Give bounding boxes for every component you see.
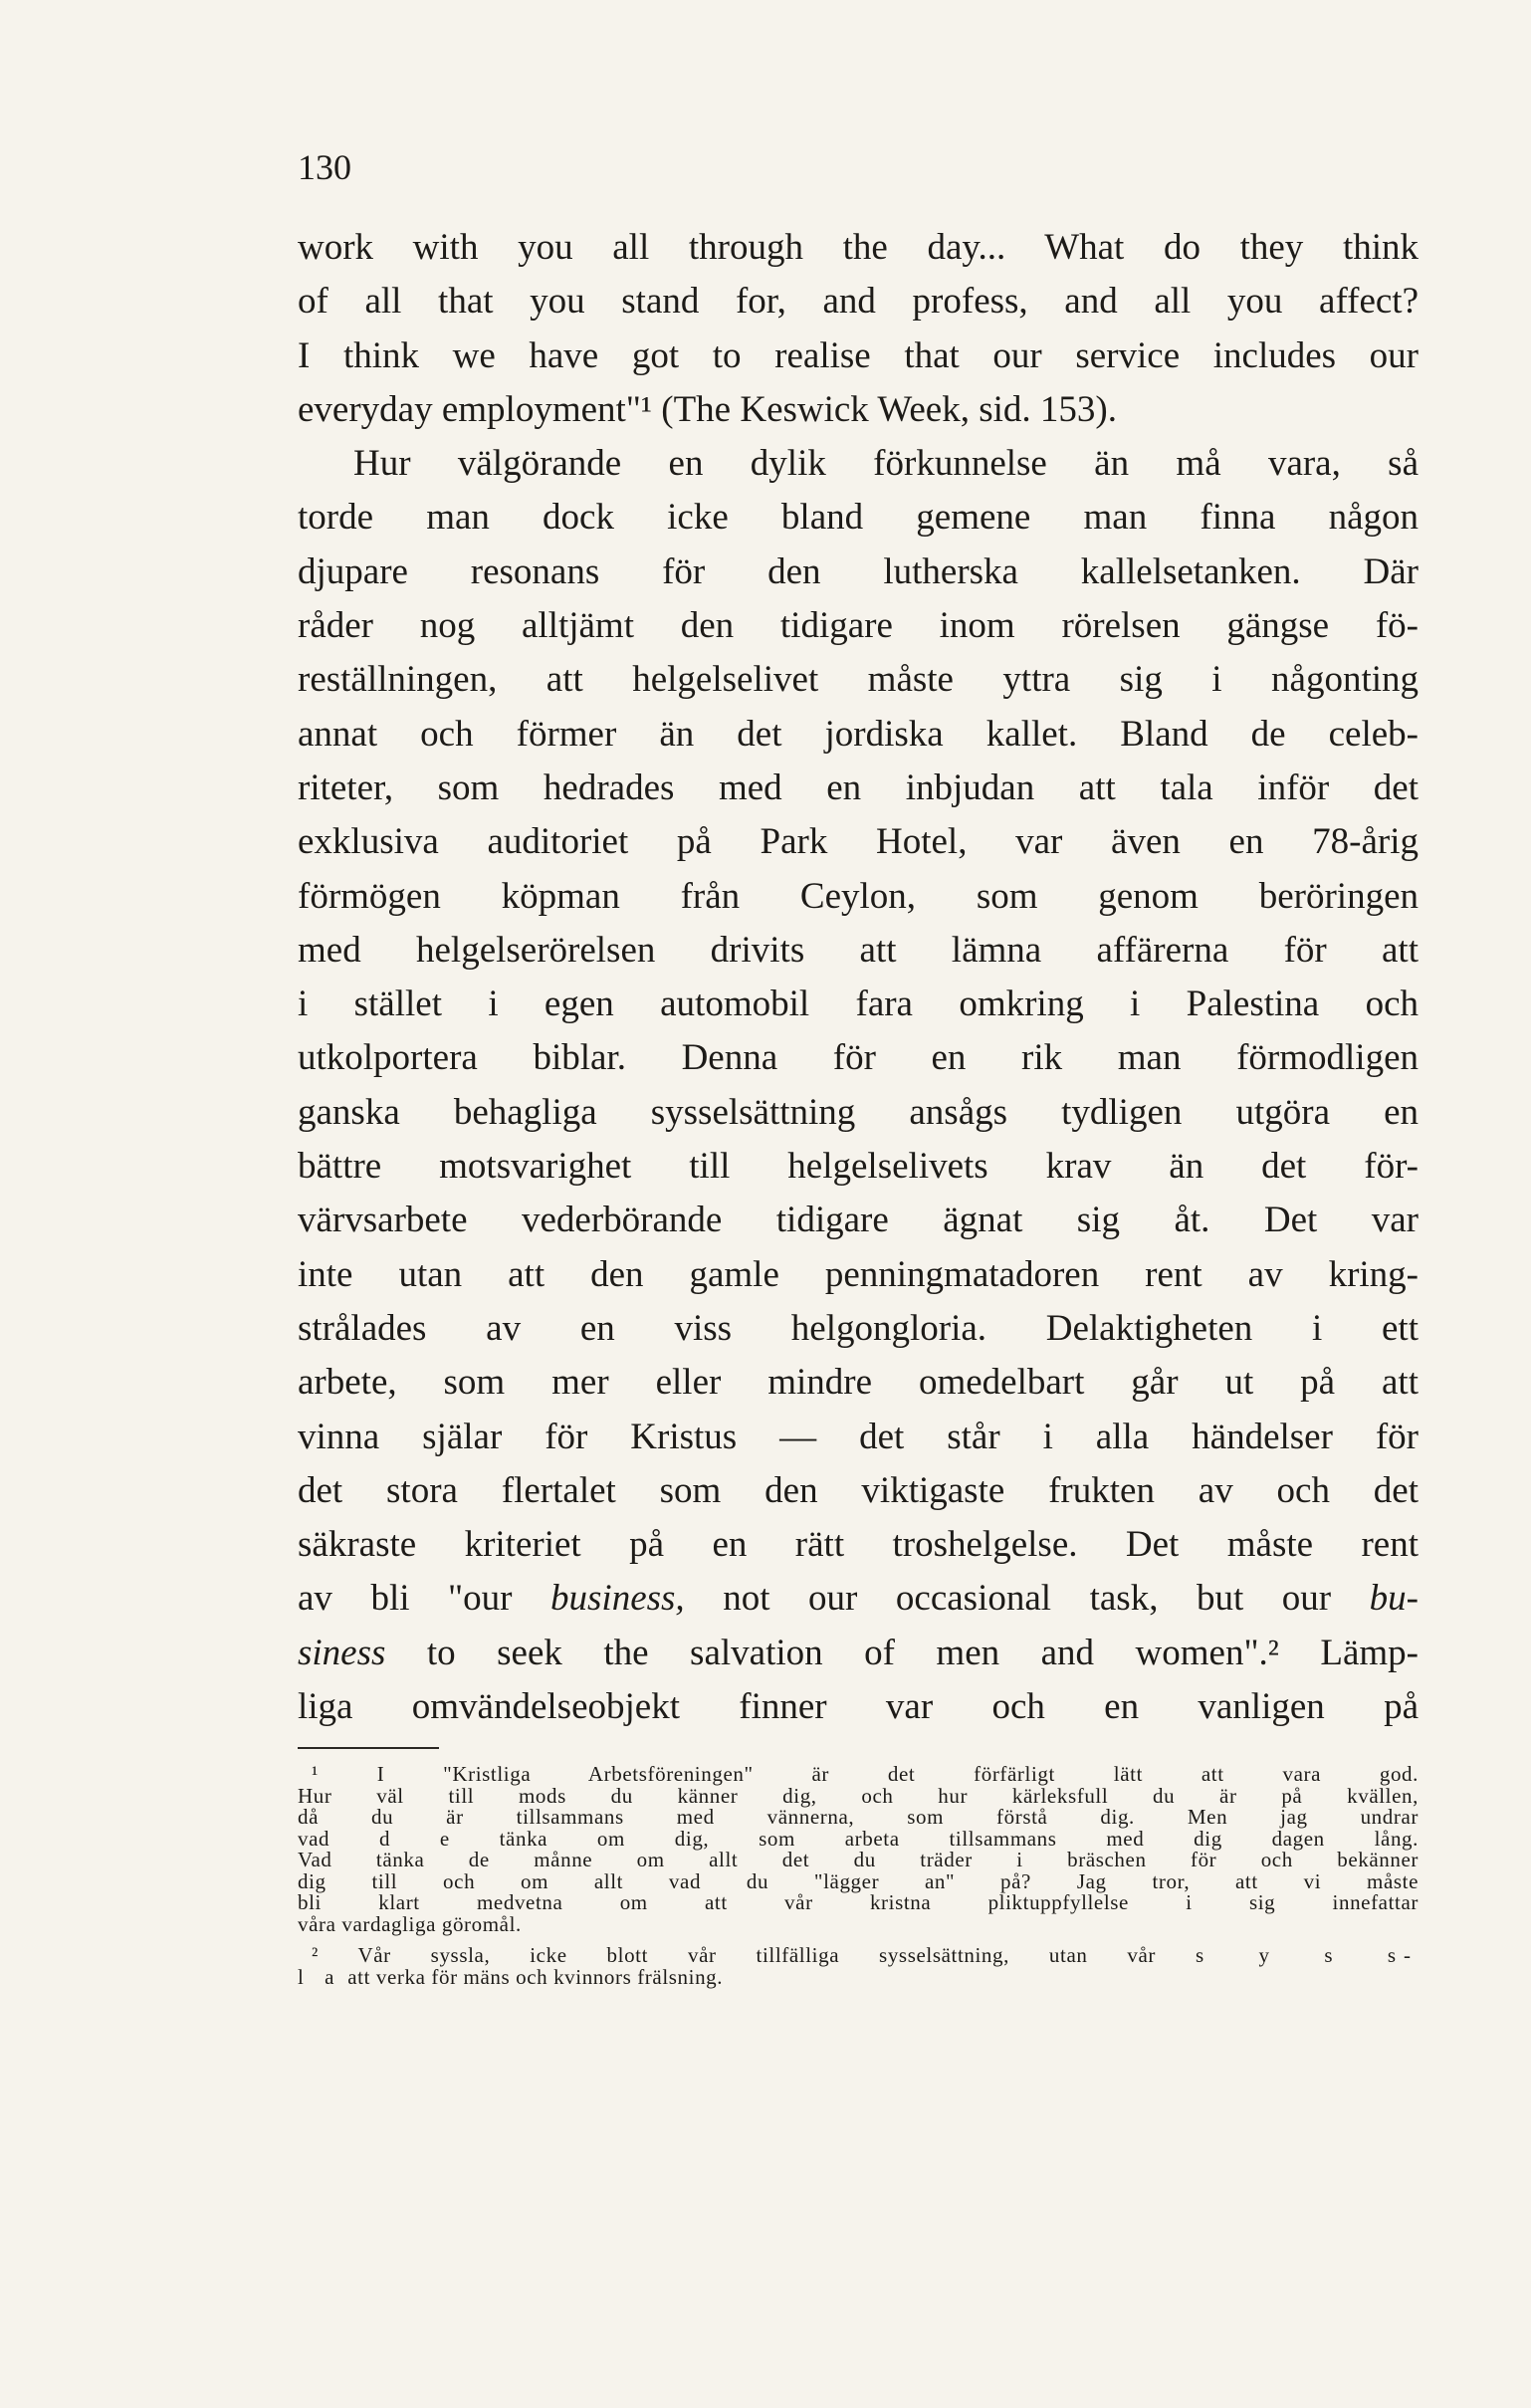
- page-number: 130: [298, 147, 351, 187]
- text-line: I think we have got to realise that our service includes our: [298, 334, 1419, 376]
- text-line: med helgelserörelsen drivits att lämna affärerna för att: [298, 929, 1419, 971]
- text-line: värvsarbete vederbörande tidigare ägnat sig åt. Det var: [298, 1200, 1419, 1241]
- spaced-word: s y s s-: [1195, 1943, 1419, 1967]
- italic-word: siness: [298, 1632, 386, 1673]
- text-line: torde man dock icke bland gemene man finna någon: [298, 497, 1419, 539]
- footnote-1-line: Vad tänka de månne om allt det du träder i bräschen för och bekänner: [298, 1848, 1419, 1871]
- text-line: råder nog alltjämt den tidigare inom rörelsen gängse fö-: [298, 605, 1419, 647]
- text-line: liga omvändelseobjekt finner var och en vanligen på: [298, 1686, 1419, 1728]
- footnotes: [298, 1764, 1419, 1988]
- text-line: exklusiva auditoriet på Park Hotel, var även en 78-årig: [298, 821, 1419, 863]
- text-line: det stora flertalet som den viktigaste frukten av och det: [298, 1469, 1419, 1511]
- body-text: [298, 221, 1419, 1734]
- text-line: work with you all through the day... What do they think: [298, 227, 1419, 268]
- text-line-with-italics: [298, 1572, 1419, 1626]
- footnote-1-line: Hur väl till mods du känner dig, och hur kärleksfull du är på kvällen,: [298, 1783, 1419, 1808]
- text-line: of all that you stand for, and profess, and all you affect?: [298, 281, 1419, 323]
- text-segment: ² Vår syssla, icke blott vår tillfälliga sysselsättning, utan vår: [312, 1943, 1196, 1967]
- text-line: annat och förmer än det jordiska kallet. Bland de celeb-: [298, 713, 1419, 755]
- text-line: förmögen köpman från Ceylon, som genom beröringen: [298, 875, 1419, 917]
- text-segment: att verka för mäns och kvinnors frälsning.: [341, 1964, 724, 1989]
- text-line: i stället i egen automobil fara omkring i Palestina och: [298, 984, 1419, 1025]
- footnote-1-line: våra vardagliga göromål.: [298, 1911, 522, 1936]
- footnote-1-line: dig till och om allt vad du "lägger an" på? Jag tror, att vi måste: [298, 1868, 1419, 1893]
- footnote-separator: [298, 1747, 439, 1749]
- text-line: arbete, som mer eller mindre omedelbart går ut på att: [298, 1362, 1419, 1404]
- footnote-2-line: [298, 1945, 1419, 1967]
- footnote-1-line: vad d e tänka om dig, som arbeta tillsammans med dig dagen lång.: [298, 1826, 1419, 1851]
- text-line: reställningen, att helgelselivet måste yttra sig i någonting: [298, 659, 1419, 701]
- text-line: inte utan att den gamle penningmatadoren rent av kring-: [298, 1253, 1419, 1295]
- italic-word: business,: [550, 1578, 685, 1620]
- text-line: riteter, som hedrades med en inbjudan att tala inför det: [298, 766, 1419, 808]
- footnote-1-line: ¹ I "Kristliga Arbetsföreningen" är det förfärligt lätt att vara god.: [312, 1762, 1419, 1786]
- text-line: ganska behagliga sysselsättning ansågs tydligen utgöra en: [298, 1091, 1419, 1133]
- text-line-with-italics: [298, 1627, 1419, 1680]
- text-line: strålades av en viss helgongloria. Delaktigheten i ett: [298, 1307, 1419, 1349]
- paragraph-start-line: Hur välgörande en dylik förkunnelse än må vara, så: [353, 443, 1419, 485]
- text-segment: to seek the salvation of men and women".² Lämp-: [385, 1632, 1419, 1673]
- spaced-word: l a: [298, 1964, 342, 1989]
- text-line: vinna själar för Kristus — det står i alla händelser för: [298, 1416, 1419, 1457]
- italic-word: bu-: [1369, 1578, 1419, 1620]
- text-line: utkolportera biblar. Denna för en rik man förmodligen: [298, 1037, 1419, 1079]
- text-line: djupare resonans för den lutherska kallelsetanken. Där: [298, 550, 1419, 592]
- text-line: bättre motsvarighet till helgelselivets krav än det för-: [298, 1146, 1419, 1188]
- text-segment: av bli "our: [298, 1578, 551, 1620]
- text-line: säkraste kriteriet på en rätt troshelgelse. Det måste rent: [298, 1524, 1419, 1566]
- footnote-2-line: [298, 1964, 1419, 1989]
- footnote-1-line: bli klart medvetna om att vår kristna pliktuppfyllelse i sig innefattar: [298, 1890, 1419, 1914]
- text-segment: not our occasional task, but our: [684, 1578, 1370, 1620]
- footnote-1-line: då du är tillsammans med vännerna, som förstå dig. Men jag undrar: [298, 1805, 1419, 1829]
- text-line: everyday employment"¹ (The Keswick Week, sid. 153).: [298, 388, 1117, 430]
